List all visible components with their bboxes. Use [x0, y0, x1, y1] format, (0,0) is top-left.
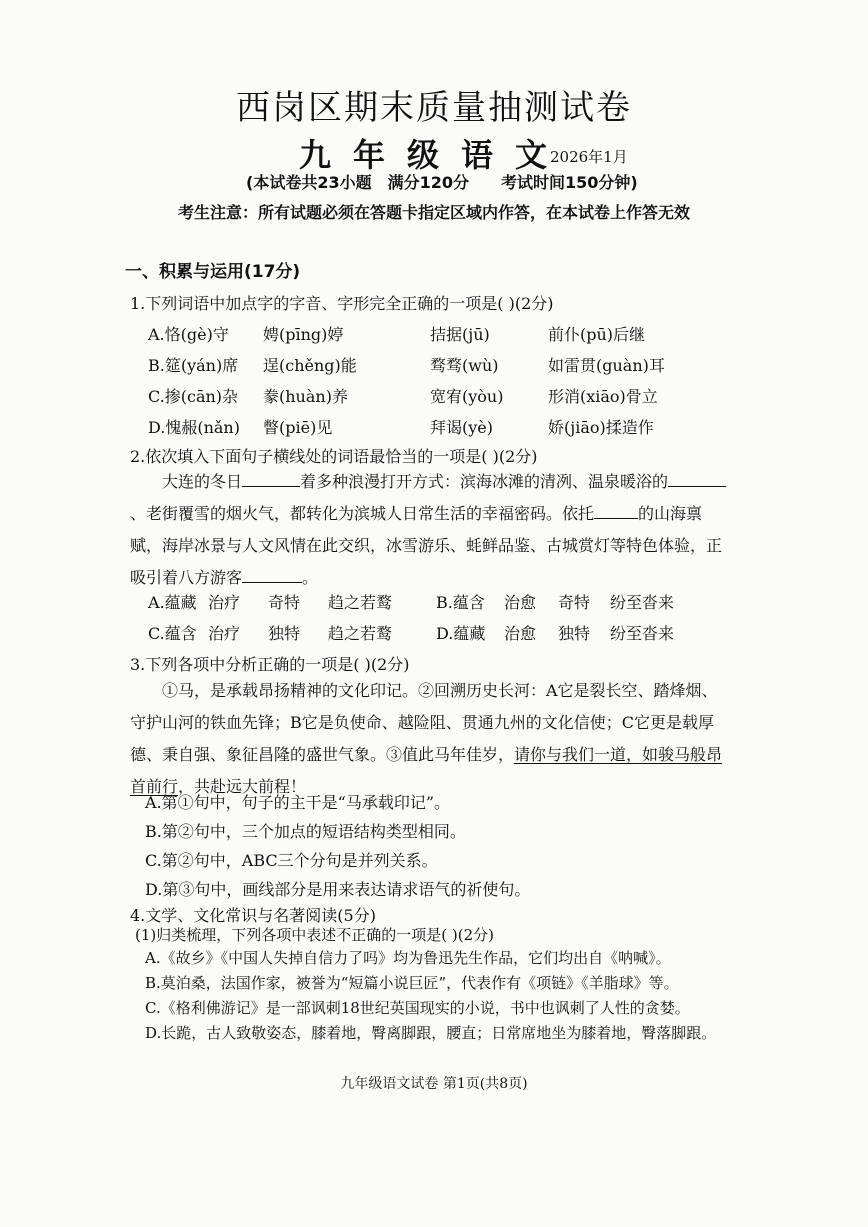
exam-subject: 九年级语文	[298, 136, 569, 174]
q3-text-b: ，共赴远大前程！	[178, 777, 307, 796]
q2-d-4: 纷至沓来	[610, 624, 675, 643]
q2-passage-text	[130, 466, 730, 594]
exam-date: 2026年1月	[550, 148, 628, 166]
q3-option-c: C.第②句中，ABC三个分句是并列关系。	[145, 851, 438, 870]
q2-d-3: 独特	[558, 624, 591, 643]
blank-3	[594, 504, 638, 519]
q2-c-4: 趋之若鹜	[328, 624, 393, 643]
q2-text-4: 的山海禀赋，海岸冰景与人文风情在此交织，冰雪游乐、蚝鲜品鉴、古城赏灯等特色体验，正吸引着八方游客	[130, 504, 723, 587]
q4-option-b: B.莫泊桑，法国作家，被誉为“短篇小说巨匠”，代表作有《项链》《羊脂球》等。	[145, 974, 679, 992]
q1-b-4: 如雷贯(guàn)耳	[548, 356, 665, 375]
q1-d-4: 娇(jiāo)揉造作	[548, 418, 654, 437]
q2-a-4: 趋之若鹜	[328, 593, 393, 612]
q1-a-4: 前仆(pū)后继	[548, 325, 646, 344]
question-2-stem: 2.依次填入下面句子横线处的词语最恰当的一项是( )(2分)	[130, 447, 538, 466]
q2-b-2: 治愈	[504, 593, 537, 612]
q1-b-2: 逞(chěng)能	[263, 356, 357, 375]
q2-text-2: 着多种浪漫打开方式：滨海冰滩的清冽、温泉暖浴的	[300, 472, 669, 491]
q2-a-3: 奇特	[268, 593, 301, 612]
exam-meta: (本试卷共23小题 满分120分 考试时间150分钟)	[246, 173, 638, 192]
q1-b-1: B.筵(yán)席	[148, 356, 239, 375]
q2-b-4: 纷至沓来	[610, 593, 675, 612]
q1-d-3: 拜谒(yè)	[430, 418, 493, 437]
q2-text-5: 。	[302, 568, 319, 587]
q1-option-row	[148, 353, 708, 375]
q1-a-3: 拮据(jū)	[430, 325, 490, 344]
section-heading: 一、积累与运用(17分)	[125, 262, 301, 282]
question-3-stem: 3.下列各项中分析正确的一项是( )(2分)	[130, 655, 410, 674]
q2-option-row-1	[148, 590, 708, 612]
q1-a-2: 娉(pīng)婷	[263, 325, 344, 344]
q2-a-1: A.蕴藏	[148, 593, 197, 612]
q1-a-1: A.恪(gè)守	[148, 325, 229, 344]
q3-text-a: ①马，是承载昂扬精神的文化印记。②回溯历史长河：A它是裂长空、踏烽烟、守护山河的铁血先锋；B它是负使命、越险阻、贯通九州的文化信使；C它更是载厚德、秉自强、象征昌隆的盛世气象。③值此马年佳岁，	[130, 681, 718, 764]
q1-c-4: 形消(xiāo)骨立	[548, 387, 658, 406]
q4-option-d: D.长跪，古人致敬姿态，膝着地，臀离脚跟，腰直；日常席地坐为膝着地，臀落脚跟。	[145, 1024, 717, 1042]
q2-c-1: C.蕴含	[148, 624, 197, 643]
q4-option-a: A.《故乡》《中国人失掉自信力了吗》均为鲁迅先生作品，它们均出自《呐喊》。	[145, 949, 671, 967]
q2-option-row-2	[148, 621, 708, 643]
q1-d-2: 瞥(piē)见	[263, 418, 333, 437]
q2-d-1: D.蕴藏	[436, 624, 486, 643]
q2-d-2: 治愈	[504, 624, 537, 643]
question-4-stem: 4.文学、文化常识与名著阅读(5分)	[130, 906, 376, 925]
q2-text-1: 大连的冬日	[162, 472, 243, 491]
q2-c-3: 独特	[268, 624, 301, 643]
q1-option-row	[148, 322, 708, 344]
q2-c-2: 治疗	[208, 624, 241, 643]
page-footer: 九年级语文试卷 第1页(共8页)	[340, 1076, 528, 1092]
exam-title: 西岗区期末质量抽测试卷	[236, 88, 632, 128]
q3-passage-text	[130, 675, 730, 803]
q1-c-1: C.掺(cān)杂	[148, 387, 239, 406]
q3-underlined-text: 请你与我们一道，如骏马般昂首前行	[130, 745, 723, 796]
q4-sub-question-1: (1)归类梳理，下列各项中表述不正确的一项是( )(2分)	[135, 926, 494, 944]
q4-option-c: C.《格利佛游记》是一部讽刺18世纪英国现实的小说，书中也讽刺了人性的贪婪。	[145, 999, 690, 1017]
q3-option-a: A.第①句中，句子的主干是“马承载印记”。	[145, 793, 451, 812]
q1-c-2: 豢(huàn)养	[263, 387, 348, 406]
q2-b-3: 奇特	[558, 593, 591, 612]
blank-2	[668, 472, 726, 487]
q1-b-3: 骛骛(wù)	[430, 356, 499, 375]
question-1-stem: 1.下列词语中加点字的字音、字形完全正确的一项是( )(2分)	[130, 294, 554, 313]
blank-4	[242, 568, 302, 583]
q2-b-1: B.蕴含	[436, 593, 485, 612]
question-3-passage	[130, 675, 730, 803]
q1-option-row	[148, 384, 708, 406]
q1-d-1: D.愧赧(nǎn)	[148, 418, 240, 437]
blank-1	[242, 472, 300, 487]
exam-notice: 考生注意：所有试题必须在答题卡指定区域内作答，在本试卷上作答无效	[177, 203, 690, 222]
q2-text-3: 、老街覆雪的烟火气，都转化为滨城人日常生活的幸福密码。依托	[130, 504, 595, 523]
q1-c-3: 宽宥(yòu)	[430, 387, 504, 406]
q3-option-d: D.第③句中，画线部分是用来表达请求语气的祈使句。	[145, 880, 531, 899]
q2-a-2: 治疗	[208, 593, 241, 612]
q3-option-b: B.第②句中，三个加点的短语结构类型相同。	[145, 822, 466, 841]
question-2-passage	[130, 466, 730, 594]
q1-option-row	[148, 415, 708, 437]
